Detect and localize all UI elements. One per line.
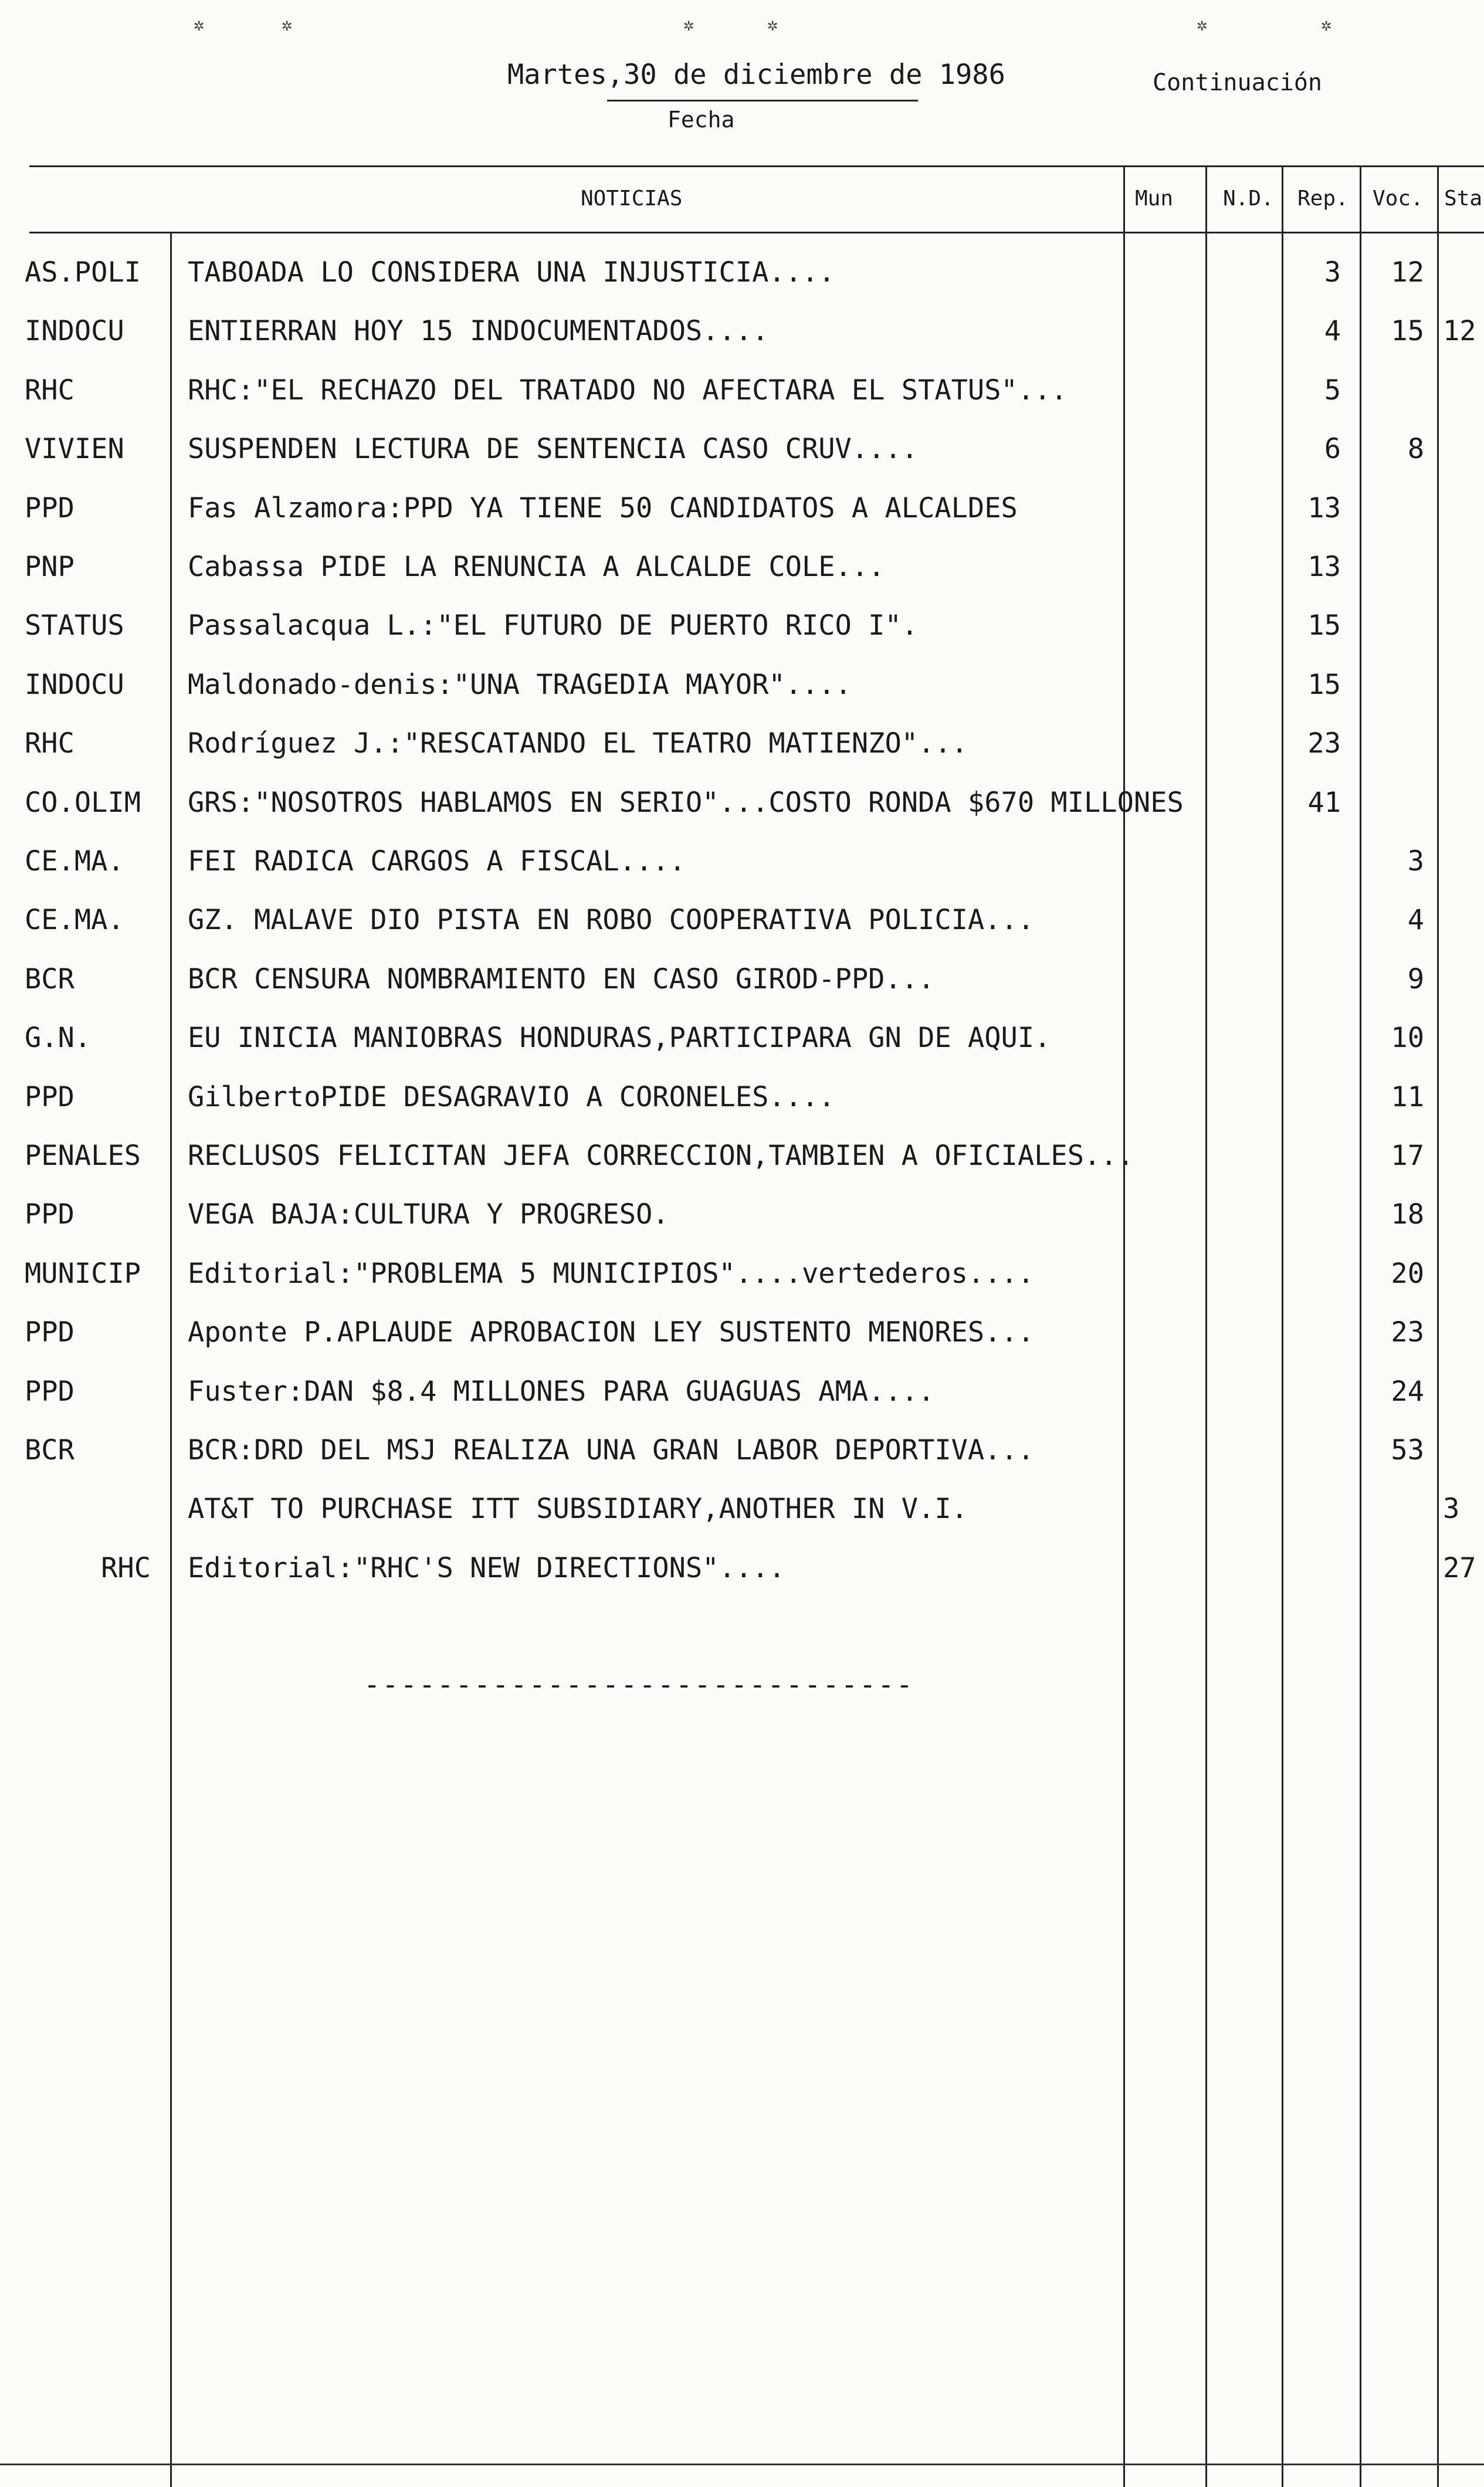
header-nd: N.D. (1223, 187, 1274, 211)
table-row (0, 243, 1484, 302)
row-voc-page: 3 (1407, 845, 1424, 877)
end-rule: ------------------------------ (364, 1669, 914, 1701)
row-title: Editorial:"PROBLEMA 5 MUNICIPIOS"....vertederos.... (188, 1257, 1035, 1290)
table-row (0, 420, 1484, 479)
row-voc-page: 18 (1391, 1198, 1424, 1231)
print-mark: ✲ (1197, 15, 1208, 35)
row-voc-page: 24 (1391, 1375, 1424, 1408)
print-mark: ✲ (683, 15, 694, 35)
table-row (0, 891, 1484, 950)
row-rep-page: 23 (1307, 727, 1341, 760)
table-row (0, 1009, 1484, 1068)
row-rep-page: 13 (1307, 492, 1341, 524)
date-underline (607, 100, 918, 101)
table-row (0, 1539, 1484, 1598)
row-code: RHC (25, 727, 74, 760)
row-rep-page: 5 (1324, 374, 1341, 406)
row-code: PPD (25, 1080, 74, 1113)
continuation-label: Continuación (1153, 69, 1322, 96)
row-voc-page: 23 (1391, 1316, 1424, 1349)
row-rep-page: 4 (1324, 315, 1341, 348)
row-code: INDOCU (25, 668, 124, 701)
row-code: VIVIEN (25, 433, 124, 466)
table-row (0, 656, 1484, 714)
page-bottom-rule (0, 2464, 1484, 2465)
row-code: CE.MA. (25, 845, 124, 877)
row-rep-page: 3 (1324, 256, 1341, 289)
row-code: CO.OLIM (25, 786, 141, 819)
row-title: Cabassa PIDE LA RENUNCIA A ALCALDE COLE... (188, 551, 885, 583)
table-row (0, 774, 1484, 832)
header-sta: Sta (1444, 187, 1483, 211)
row-title: RECLUSOS FELICITAN JEFA CORRECCION,TAMBIEN A OFICIALES... (188, 1140, 1134, 1172)
row-title: RHC:"EL RECHAZO DEL TRATADO NO AFECTARA EL STATUS"... (188, 374, 1068, 406)
row-title: Editorial:"RHC'S NEW DIRECTIONS".... (188, 1551, 785, 1584)
print-mark: ✲ (282, 15, 293, 35)
table-row (0, 597, 1484, 655)
row-code: PPD (25, 1316, 74, 1349)
table-row (0, 1480, 1484, 1539)
table-row (0, 302, 1484, 361)
row-code: PPD (25, 1375, 74, 1408)
table-row (0, 1363, 1484, 1421)
row-title: Fas Alzamora:PPD YA TIENE 50 CANDIDATOS A ALCALDES (188, 492, 1018, 524)
table-row (0, 832, 1484, 891)
row-title: Aponte P.APLAUDE APROBACION LEY SUSTENTO MENORES... (188, 1316, 1035, 1349)
table-header-rule (29, 232, 1484, 233)
row-voc-page: 11 (1391, 1080, 1424, 1113)
row-voc-page: 53 (1391, 1434, 1424, 1466)
row-sta-page: 27 (1443, 1551, 1476, 1584)
row-voc-page: 10 (1391, 1022, 1424, 1055)
row-code: PPD (25, 1198, 74, 1231)
row-title: SUSPENDEN LECTURA DE SENTENCIA CASO CRUV.... (188, 433, 919, 466)
row-title: EU INICIA MANIOBRAS HONDURAS,PARTICIPARA GN DE AQUI. (188, 1022, 1051, 1055)
row-voc-page: 12 (1391, 256, 1424, 289)
row-voc-page: 17 (1391, 1140, 1424, 1172)
date-label: Fecha (668, 107, 735, 133)
print-mark: ✲ (194, 15, 205, 35)
header-noticias: NOTICIAS (581, 187, 683, 211)
row-code: PPD (25, 492, 74, 524)
row-title: AT&T TO PURCHASE ITT SUBSIDIARY,ANOTHER IN V.I. (188, 1493, 968, 1526)
table-row (0, 1127, 1484, 1185)
row-title: GRS:"NOSOTROS HABLAMOS EN SERIO"...COSTO RONDA $670 MILLONES (188, 786, 1184, 819)
row-title: BCR CENSURA NOMBRAMIENTO EN CASO GIROD-PPD... (188, 963, 935, 995)
row-code: MUNICIP (25, 1257, 141, 1290)
row-title: BCR:DRD DEL MSJ REALIZA UNA GRAN LABOR DEPORTIVA... (188, 1434, 1035, 1466)
row-rep-page: 15 (1307, 668, 1341, 701)
row-title: Rodríguez J.:"RESCATANDO EL TEATRO MATIENZO"... (188, 727, 968, 760)
table-row (0, 950, 1484, 1009)
header-rep: Rep. (1297, 187, 1349, 211)
row-rep-page: 41 (1307, 786, 1341, 819)
row-code: RHC (101, 1551, 151, 1584)
row-rep-page: 15 (1307, 609, 1341, 642)
row-title: TABOADA LO CONSIDERA UNA INJUSTICIA.... (188, 256, 835, 289)
print-mark: ✲ (1321, 15, 1332, 35)
row-code: G.N. (25, 1022, 92, 1055)
table-row (0, 714, 1484, 773)
table-row (0, 361, 1484, 420)
row-voc-page: 20 (1391, 1257, 1424, 1290)
row-rep-page: 13 (1307, 551, 1341, 583)
row-voc-page: 9 (1407, 963, 1424, 995)
row-voc-page: 4 (1407, 904, 1424, 937)
table-row (0, 1185, 1484, 1244)
print-mark: ✲ (767, 15, 778, 35)
table-row (0, 1068, 1484, 1127)
table-row (0, 1245, 1484, 1303)
row-code: PENALES (25, 1140, 141, 1172)
header-voc: Voc. (1373, 187, 1424, 211)
report-date: Martes,30 de diciembre de 1986 (507, 59, 1005, 91)
row-title: Fuster:DAN $8.4 MILLONES PARA GUAGUAS AMA.... (188, 1375, 935, 1408)
row-title: GZ. MALAVE DIO PISTA EN ROBO COOPERATIVA POLICIA... (188, 904, 1035, 937)
table-row (0, 538, 1484, 597)
row-code: AS.POLI (25, 256, 141, 289)
row-code: RHC (25, 374, 74, 406)
row-rep-page: 6 (1324, 433, 1341, 466)
table-row (0, 1303, 1484, 1362)
row-code: PNP (25, 551, 74, 583)
header-mun: Mun (1135, 187, 1174, 211)
row-code: STATUS (25, 609, 124, 642)
row-title: Passalacqua L.:"EL FUTURO DE PUERTO RICO I". (188, 609, 919, 642)
row-sta-page: 12 (1443, 315, 1476, 348)
row-title: ENTIERRAN HOY 15 INDOCUMENTADOS.... (188, 315, 769, 348)
row-title: VEGA BAJA:CULTURA Y PROGRESO. (188, 1198, 669, 1231)
row-title: FEI RADICA CARGOS A FISCAL.... (188, 845, 686, 877)
row-title: GilbertoPIDE DESAGRAVIO A CORONELES.... (188, 1080, 835, 1113)
row-code: INDOCU (25, 315, 124, 348)
row-code: BCR (25, 963, 74, 995)
row-title: Maldonado-denis:"UNA TRAGEDIA MAYOR".... (188, 668, 852, 701)
table-top-rule (29, 165, 1484, 167)
table-row (0, 479, 1484, 538)
row-sta-page: 3 (1443, 1493, 1460, 1526)
row-code: CE.MA. (25, 904, 124, 937)
row-code: BCR (25, 1434, 74, 1466)
row-voc-page: 15 (1391, 315, 1424, 348)
table-row (0, 1421, 1484, 1480)
row-voc-page: 8 (1407, 433, 1424, 466)
